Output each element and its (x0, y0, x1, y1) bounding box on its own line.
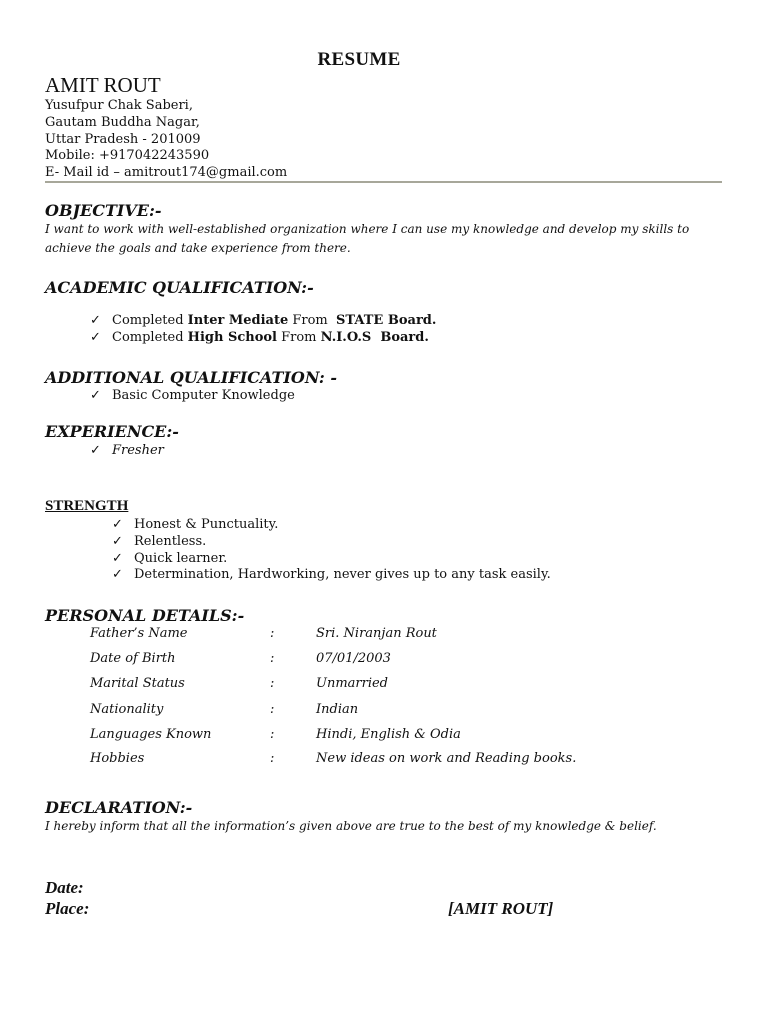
checkmark-icon: ✓ (90, 388, 101, 403)
personal-label: Nationality (90, 702, 164, 717)
objective-text: I want to work with well-established organization where I can use my knowledge and develop my skills to achieve the goals and take experience from there. (45, 222, 690, 255)
personal-separator: : (270, 626, 275, 641)
personal-heading: PERSONAL DETAILS:- (45, 606, 245, 625)
personal-separator: : (270, 751, 275, 766)
checkmark-icon: ✓ (90, 313, 101, 328)
personal-separator: : (270, 651, 275, 666)
declaration-heading: DECLARATION:- (45, 798, 193, 817)
personal-value: 07/01/2003 (316, 651, 391, 666)
personal-label: Hobbies (90, 751, 145, 766)
address-line-1: Yusufpur Chak Saberi, (45, 98, 193, 113)
email-line: E- Mail id – amitrout174@gmail.com (45, 165, 288, 180)
checkmark-icon: ✓ (112, 551, 123, 566)
checkmark-icon: ✓ (90, 443, 101, 458)
checkmark-icon: ✓ (112, 567, 123, 582)
additional-item: ✓ Basic Computer Knowledge (90, 388, 295, 403)
personal-separator: : (270, 676, 275, 691)
date-label: Date: (45, 878, 84, 897)
strength-item: ✓ Honest & Punctuality. (112, 517, 279, 532)
signature-name: [AMIT ROUT] (448, 899, 554, 918)
place-label: Place: (45, 899, 90, 918)
address-line-2: Gautam Buddha Nagar, (45, 115, 200, 130)
personal-value: New ideas on work and Reading books. (316, 751, 577, 766)
strength-item: ✓ Relentless. (112, 534, 207, 549)
address-line-3: Uttar Pradesh - 201009 (45, 132, 201, 147)
objective-heading: OBJECTIVE:- (45, 201, 162, 220)
declaration-text: I hereby inform that all the information’s given above are true to the best of my knowledge & belief. (45, 819, 657, 833)
personal-label: Marital Status (90, 676, 185, 691)
personal-value: Indian (316, 702, 359, 717)
experience-heading: EXPERIENCE:- (45, 422, 179, 441)
checkmark-icon: ✓ (90, 330, 101, 345)
header-divider (45, 181, 722, 183)
resume-title: RESUME (317, 49, 401, 70)
strength-item: ✓ Quick learner. (112, 551, 228, 566)
experience-item: ✓ Fresher (90, 443, 164, 458)
academic-item: ✓ Completed Inter Mediate From STATE Board. (90, 313, 437, 328)
personal-label: Date of Birth (90, 651, 176, 666)
additional-heading: ADDITIONAL QUALIFICATION: - (45, 368, 337, 387)
personal-label: Father’s Name (90, 626, 188, 641)
personal-value: Unmarried (316, 676, 389, 691)
academic-item: ✓ Completed High School From N.I.O.S Board. (90, 330, 429, 345)
personal-label: Languages Known (90, 727, 212, 742)
personal-value: Sri. Niranjan Rout (316, 626, 437, 641)
mobile-line: Mobile: +917042243590 (45, 148, 210, 163)
academic-heading: ACADEMIC QUALIFICATION:- (45, 278, 314, 297)
checkmark-icon: ✓ (112, 534, 123, 549)
candidate-name: AMIT ROUT (45, 73, 161, 97)
strength-item: ✓ Determination, Hardworking, never gives up to any task easily. (112, 567, 551, 582)
personal-separator: : (270, 727, 275, 742)
checkmark-icon: ✓ (112, 517, 123, 532)
strength-heading: STRENGTH (45, 498, 129, 514)
personal-separator: : (270, 702, 275, 717)
personal-value: Hindi, English & Odia (316, 727, 461, 742)
